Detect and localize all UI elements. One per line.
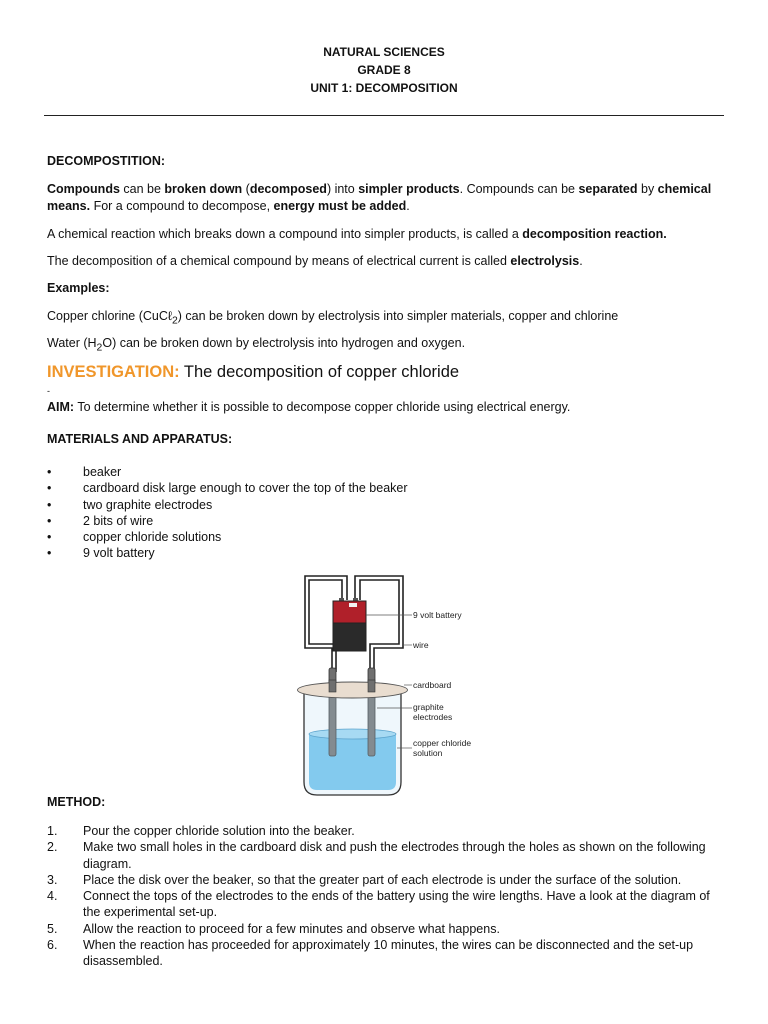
label-solution-1: copper chloride — [413, 738, 472, 748]
aim-paragraph: AIM: To determine whether it is possible to decompose copper chloride using electrical energy. — [47, 400, 571, 414]
list-item: 6. When the reaction has proceeded for approximately 10 minutes, the wires can be disconnected and the set-up disassembled. — [47, 938, 694, 969]
label-cardboard: cardboard — [413, 680, 452, 690]
document-header — [0, 43, 768, 97]
battery — [333, 598, 366, 651]
electrolysis-paragraph: The decomposition of a chemical compound by means of electrical current is called electrolysis. — [47, 254, 583, 268]
cardboard-disk — [298, 682, 408, 698]
materials-list — [47, 464, 727, 562]
list-item: 5. Allow the reaction to proceed for a few minutes and observe what happens. — [47, 921, 500, 936]
list-item: • two graphite electrodes — [47, 497, 213, 512]
decomposition-reaction-paragraph: A chemical reaction which breaks down a compound into simpler products, is called a decomposition reaction. — [47, 227, 667, 241]
materials-heading: MATERIALS AND APPARATUS: — [47, 432, 233, 446]
label-solution-2: solution — [413, 748, 443, 758]
example-water: Water $(H_2O)$ can be broken down by electrolysis into hydrogen and oxygen. — [47, 336, 466, 354]
beaker — [304, 694, 401, 795]
method-steps — [47, 823, 717, 970]
list-item: • 2 bits of wire — [47, 513, 154, 528]
examples-heading: Examples: — [47, 281, 110, 295]
list-item: • cardboard disk large enough to cover the top of the beaker — [47, 481, 408, 496]
method-heading: METHOD: — [47, 795, 106, 809]
list-item: 2. Make two small holes in the cardboard disk and push the electrodes through the holes as shown on the following diagram. — [47, 840, 706, 871]
list-item: • copper chloride solutions — [47, 530, 222, 545]
investigation-title: INVESTIGATION: The decomposition of copper chloride — [47, 363, 460, 381]
list-item: • 9 volt battery — [47, 546, 155, 561]
label-electrodes-1: graphite — [413, 702, 444, 712]
example-copper-chloride: Copper chlorine (CuCℓ$_2$) can be broken down by electrolysis into simpler materials, copper and chlorine — [47, 309, 619, 327]
header-grade: GRADE 8 — [357, 63, 411, 77]
header-divider — [44, 115, 724, 116]
label-battery: 9 volt battery — [413, 610, 462, 620]
header-unit: UNIT 1: DECOMPOSITION — [310, 81, 458, 95]
list-item: 4. Connect the tops of the electrodes to the ends of the battery using the wire lengths. Have a look at the diagram of the experimental set-up. — [47, 889, 710, 920]
list-item: 3. Place the disk over the beaker, so that the greater part of each electrode is under the surface of the solution. — [47, 872, 682, 887]
electrolysis-diagram — [292, 570, 502, 798]
label-electrodes-2: electrodes — [413, 712, 453, 722]
list-item: • beaker — [47, 465, 122, 479]
definition-paragraph: Compounds can be broken down (decomposed) into simpler products. Compounds can be separated by chemical means. For a compound to decompose, energy must be added. — [47, 182, 712, 213]
section-heading: DECOMPOSTITION: — [47, 154, 166, 168]
list-item: 1. Pour the copper chloride solution into the beaker. — [47, 824, 355, 838]
stray-mark: - — [47, 386, 50, 396]
header-subject: NATURAL SCIENCES — [323, 45, 445, 59]
label-wire: wire — [413, 640, 429, 650]
